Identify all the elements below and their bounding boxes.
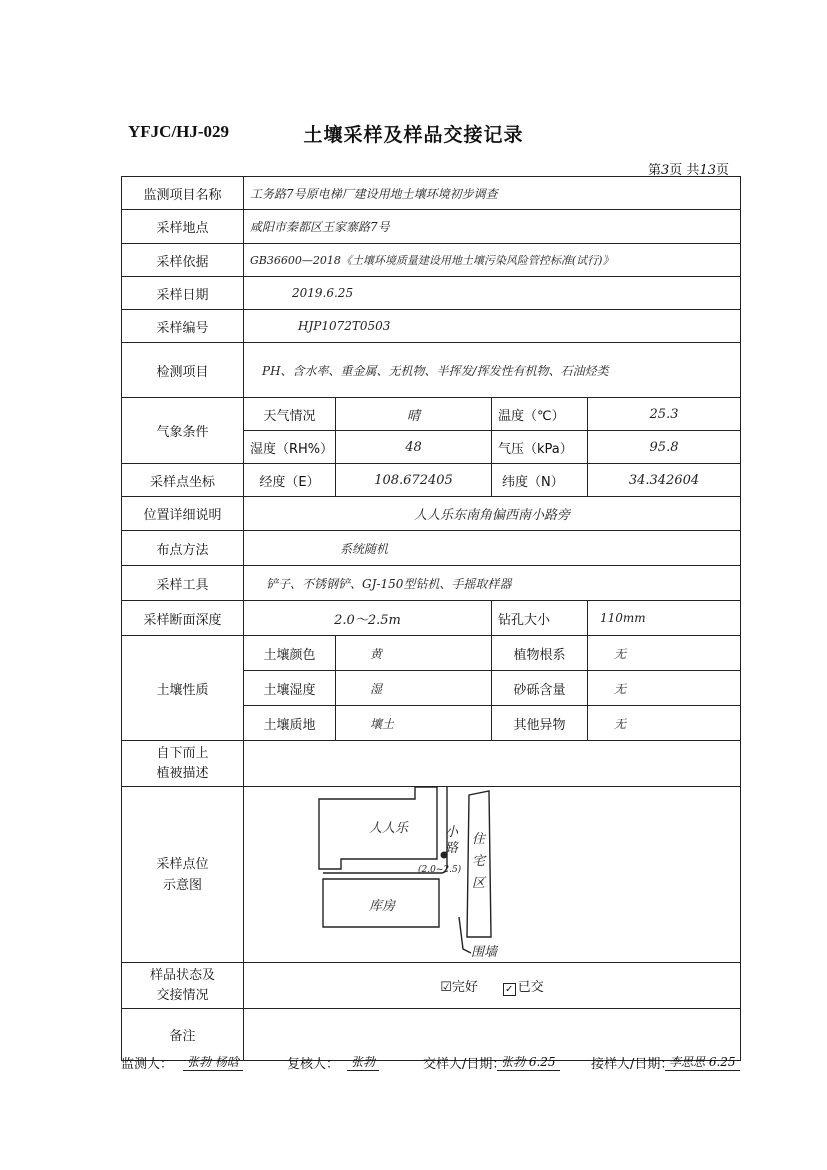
label-road: 小路 (445, 825, 459, 856)
tools-value: 铲子、不锈钢铲、GJ-150型钻机、手摇取样器 (244, 566, 741, 601)
roots-value: 无 (588, 636, 741, 671)
weather-cond-label: 天气情况 (244, 398, 336, 431)
remarks-label: 备注 (122, 1009, 244, 1061)
row-method (122, 531, 741, 566)
receiver-value: 李思思 6.25 (665, 1053, 740, 1071)
location-value: 咸阳市秦都区王家寨路7号 (244, 210, 741, 244)
vegetation-value (244, 741, 741, 787)
monitor-value: 张勃 杨晗 (183, 1053, 243, 1071)
other-label: 其他异物 (492, 706, 588, 741)
roots-label: 植物根系 (492, 636, 588, 671)
soil-color-value: 黄 (336, 636, 492, 671)
location-label: 采样地点 (122, 210, 244, 244)
sender-value: 张勃 6.25 (497, 1053, 560, 1071)
items-label: 检测项目 (122, 343, 244, 398)
position-value: 人人乐东南角偏西南小路旁 (244, 497, 741, 531)
page-mid: 页 共 (669, 163, 700, 178)
page-suffix: 页 (715, 163, 729, 178)
row-location (122, 210, 741, 244)
gravel-value: 无 (588, 671, 741, 706)
weather-label: 气象条件 (122, 398, 244, 464)
site-sketch-svg (307, 787, 677, 962)
pressure-label: 气压（kPa） (492, 431, 588, 464)
row-soil-1 (122, 636, 741, 671)
project-value: 工务路7号原电梯厂建设用地土壤环境初步调查 (244, 177, 741, 210)
vegetation-label (122, 741, 244, 787)
items-value: PH、含水率、重金属、无机物、半挥发/挥发性有机物、石油烃类 (244, 343, 741, 398)
label-wall: 围墙 (471, 945, 498, 960)
page-prefix: 第 (648, 163, 662, 178)
state-label (122, 963, 244, 1009)
form-title: 土壤采样及样品交接记录 (303, 124, 524, 146)
row-depth (122, 601, 741, 636)
good-label: 完好 (451, 979, 478, 995)
receiver-label: 接样人/日期： (591, 1057, 674, 1072)
reviewer-label: 复核人： (287, 1057, 340, 1072)
page-number: 3 (661, 163, 670, 178)
vegetation-label-1: 自下而上 (156, 745, 209, 761)
state-value (244, 963, 741, 1009)
row-sample-no (122, 310, 741, 343)
row-tools (122, 566, 741, 601)
coords-label: 采样点坐标 (122, 464, 244, 497)
date-label: 采样日期 (122, 277, 244, 310)
monitor-label: 监测人： (121, 1057, 174, 1072)
temp-value: 25.3 (588, 398, 741, 431)
row-project (122, 177, 741, 210)
row-date (122, 277, 741, 310)
row-basis (122, 244, 741, 277)
row-items (122, 343, 741, 398)
bore-value: 110mm (588, 601, 741, 636)
sample-no-label: 采样编号 (122, 310, 244, 343)
diagram-cell (244, 787, 741, 963)
soil-texture-value: 壤土 (336, 706, 492, 741)
soil-texture-label: 土壤质地 (244, 706, 336, 741)
latitude-label: 纬度（N） (492, 464, 588, 497)
temp-label: 温度（℃） (492, 398, 588, 431)
label-residential: 住宅区 (472, 832, 486, 891)
project-label: 监测项目名称 (122, 177, 244, 210)
good-checkbox-mark: ☑ (440, 979, 452, 995)
diagram-label (122, 787, 244, 963)
tools-label: 采样工具 (122, 566, 244, 601)
position-label: 位置详细说明 (122, 497, 244, 531)
page-total: 13 (699, 163, 716, 178)
pressure-value: 95.8 (588, 431, 741, 464)
label-kufang: 库房 (369, 899, 396, 914)
reviewer-value: 张勃 (347, 1053, 379, 1071)
bore-label: 钻孔大小 (492, 601, 588, 636)
row-vegetation (122, 741, 741, 787)
method-value: 系统随机 (244, 531, 741, 566)
soil-moisture-value: 湿 (336, 671, 492, 706)
state-label-1: 样品状态及 (149, 967, 215, 983)
soil-color-label: 土壤颜色 (244, 636, 336, 671)
vegetation-label-2: 植被描述 (156, 765, 209, 781)
row-coords (122, 464, 741, 497)
sender-label: 交样人/日期： (423, 1057, 506, 1072)
row-diagram (122, 787, 741, 963)
state-label-2: 交接情况 (156, 987, 209, 1003)
longitude-label: 经度（E） (244, 464, 336, 497)
form-code: YFJC/HJ-029 (128, 122, 230, 141)
humidity-value: 48 (336, 431, 492, 464)
gravel-label: 砂砾含量 (492, 671, 588, 706)
basis-label: 采样依据 (122, 244, 244, 277)
soil-label: 土壤性质 (122, 636, 244, 741)
site-sketch (307, 787, 677, 962)
longitude-value: 108.672405 (336, 464, 492, 497)
row-state (122, 963, 741, 1009)
wall-arrow (459, 917, 471, 953)
handed-label: 已交 (517, 979, 544, 995)
row-position (122, 497, 741, 531)
label-renrenle: 人人乐 (369, 821, 409, 836)
humidity-label: 湿度（RH%） (244, 431, 336, 464)
other-value: 无 (588, 706, 741, 741)
label-depth-note: (2.0~2.5) (418, 865, 462, 875)
depth-value: 2.0～2.5m (244, 601, 492, 636)
depth-label: 采样断面深度 (122, 601, 244, 636)
date-value: 2019.6.25 (244, 277, 741, 310)
diagram-label-1: 采样点位 (156, 856, 209, 872)
record-form (121, 176, 741, 1061)
basis-value: GB36600—2018《土壤环境质量建设用地土壤污染风险管控标准(试行)》 (244, 244, 741, 277)
sample-no-value: HJP1072T0503 (244, 310, 741, 343)
handed-checkbox: ✓ (503, 983, 516, 996)
latitude-value: 34.342604 (588, 464, 741, 497)
weather-cond-value: 晴 (336, 398, 492, 431)
soil-moisture-label: 土壤湿度 (244, 671, 336, 706)
diagram-label-2: 示意图 (162, 877, 202, 893)
method-label: 布点方法 (122, 531, 244, 566)
row-weather-1 (122, 398, 741, 431)
